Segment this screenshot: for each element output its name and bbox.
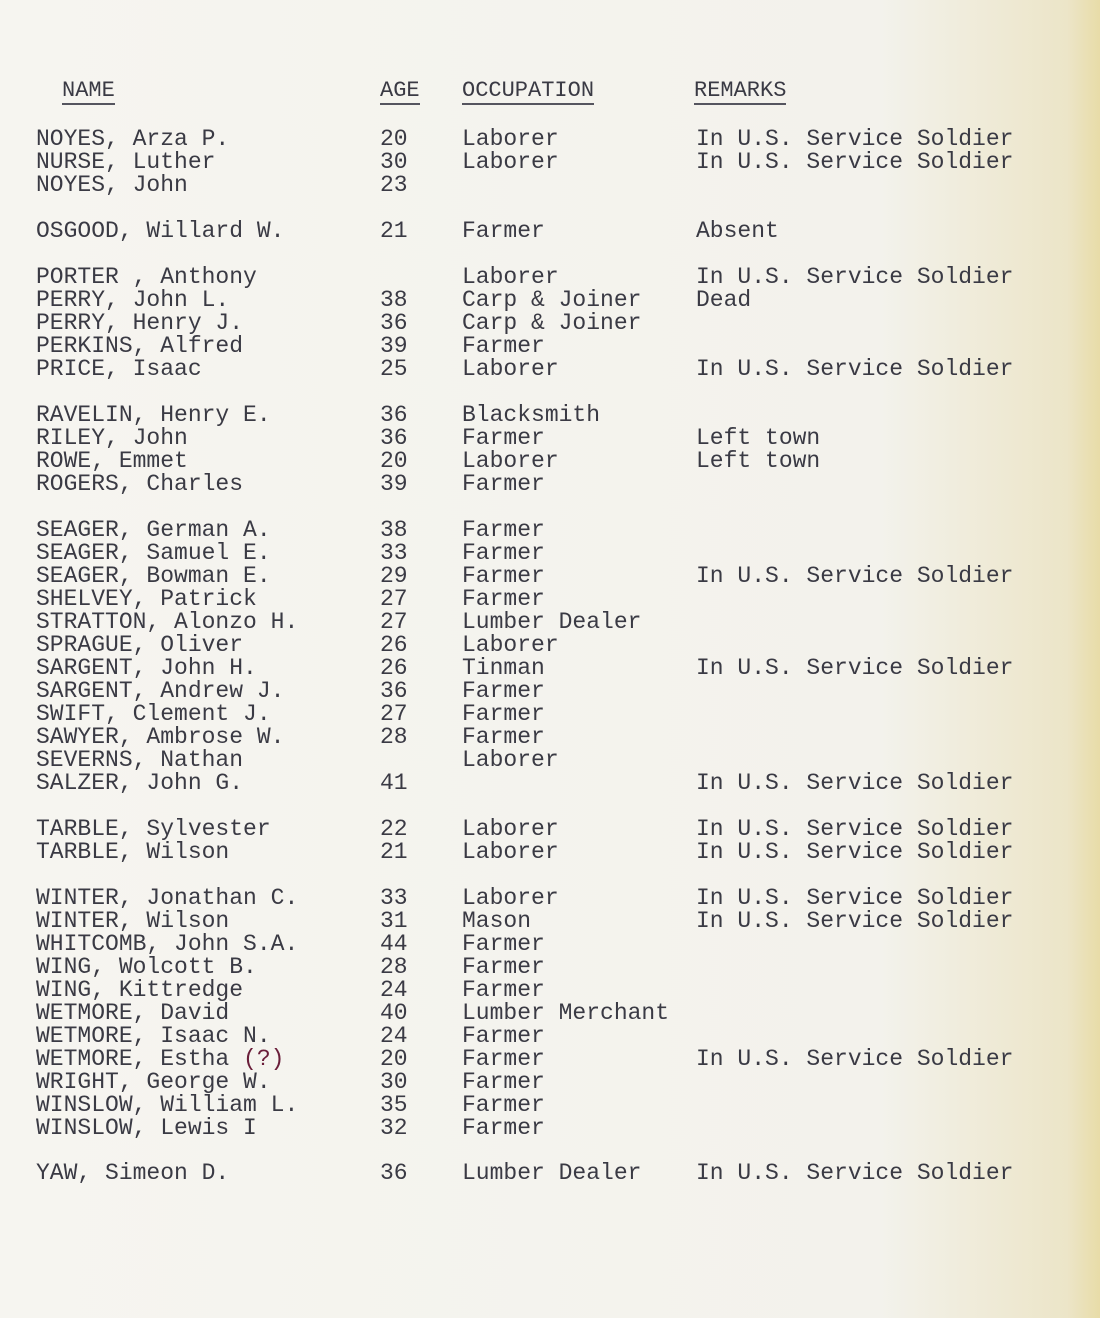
- row-occupation: Laborer: [462, 264, 559, 290]
- table-row: [0, 565, 1100, 588]
- table-row: [0, 128, 1100, 151]
- row-name: SEAGER, Samuel E.: [36, 540, 271, 566]
- table-row: [0, 1025, 1100, 1048]
- row-name: YAW, Simeon D.: [36, 1160, 230, 1186]
- row-name: NURSE, Luther: [36, 149, 216, 175]
- row-name: SEAGER, Bowman E.: [36, 563, 271, 589]
- row-occupation: Farmer: [462, 1069, 545, 1095]
- row-name-cell: [36, 1048, 284, 1071]
- row-remarks: In U.S. Service Soldier: [696, 264, 1014, 290]
- row-age: 28: [380, 954, 408, 980]
- row-name: SALZER, John G.: [36, 770, 244, 796]
- row-name: SAWYER, Ambrose W.: [36, 724, 285, 750]
- row-age: 23: [380, 172, 408, 198]
- row-age: 27: [380, 586, 408, 612]
- row-name: WETMORE, Estha: [36, 1046, 230, 1072]
- table-row: [0, 1094, 1100, 1117]
- row-occupation: Blacksmith: [462, 402, 601, 428]
- table-row: [0, 404, 1100, 427]
- row-age: 29: [380, 563, 408, 589]
- row-occupation: Farmer: [462, 678, 545, 704]
- table-row: [0, 841, 1100, 864]
- row-age: 36: [380, 678, 408, 704]
- row-occupation: Laborer: [462, 448, 559, 474]
- row-age: 20: [380, 1046, 408, 1072]
- row-remarks: In U.S. Service Soldier: [696, 126, 1014, 152]
- row-age: 21: [380, 839, 408, 865]
- row-age: 35: [380, 1092, 408, 1118]
- row-age: 27: [380, 701, 408, 727]
- row-occupation: Farmer: [462, 1092, 545, 1118]
- row-age: 39: [380, 471, 408, 497]
- row-occupation: Farmer: [462, 724, 545, 750]
- row-name: SARGENT, Andrew J.: [36, 678, 285, 704]
- row-name: ROGERS, Charles: [36, 471, 244, 497]
- table-row: [0, 542, 1100, 565]
- row-age: 21: [380, 218, 408, 244]
- row-age: 20: [380, 448, 408, 474]
- table-row: [0, 887, 1100, 910]
- row-age: 36: [380, 402, 408, 428]
- row-remarks: In U.S. Service Soldier: [696, 655, 1014, 681]
- table-row: [0, 910, 1100, 933]
- row-remarks: In U.S. Service Soldier: [696, 563, 1014, 589]
- row-remarks: Absent: [696, 218, 779, 244]
- row-age: 36: [380, 1160, 408, 1186]
- row-remarks: In U.S. Service Soldier: [696, 1160, 1014, 1186]
- row-age: 31: [380, 908, 408, 934]
- row-remarks: In U.S. Service Soldier: [696, 356, 1014, 382]
- row-name: NOYES, Arza P.: [36, 126, 230, 152]
- table-row: [0, 151, 1100, 174]
- row-age: 44: [380, 931, 408, 957]
- table-row: [0, 1002, 1100, 1025]
- row-occupation: Farmer: [462, 540, 545, 566]
- row-name: PERRY, Henry J.: [36, 310, 244, 336]
- row-age: 26: [380, 632, 408, 658]
- row-name: SHELVEY, Patrick: [36, 586, 257, 612]
- row-occupation: Farmer: [462, 333, 545, 359]
- row-name: OSGOOD, Willard W.: [36, 218, 285, 244]
- row-name: PERKINS, Alfred: [36, 333, 244, 359]
- row-age: 33: [380, 885, 408, 911]
- row-occupation: Laborer: [462, 885, 559, 911]
- row-occupation: Lumber Merchant: [462, 1000, 670, 1026]
- table-row: [0, 611, 1100, 634]
- row-occupation: Lumber Dealer: [462, 609, 642, 635]
- row-name: WRIGHT, George W.: [36, 1069, 271, 1095]
- row-name: SARGENT, John H.: [36, 655, 257, 681]
- table-row: [0, 1117, 1100, 1140]
- header-remarks: REMARKS: [694, 78, 787, 103]
- row-occupation: Tinman: [462, 655, 545, 681]
- row-age: 27: [380, 609, 408, 635]
- table-row: [0, 289, 1100, 312]
- table-row: [0, 680, 1100, 703]
- row-name: WINTER, Jonathan C.: [36, 885, 299, 911]
- row-occupation: Laborer: [462, 356, 559, 382]
- table-row: [0, 772, 1100, 795]
- row-occupation: Carp & Joiner: [462, 287, 642, 313]
- table-row: [0, 657, 1100, 680]
- row-age: 28: [380, 724, 408, 750]
- row-occupation: Farmer: [462, 563, 545, 589]
- row-remarks: In U.S. Service Soldier: [696, 149, 1014, 175]
- row-remarks: In U.S. Service Soldier: [696, 816, 1014, 842]
- row-remarks: Left town: [696, 425, 821, 451]
- row-occupation: Farmer: [462, 954, 545, 980]
- row-name: WINTER, Wilson: [36, 908, 230, 934]
- row-occupation: Farmer: [462, 218, 545, 244]
- header-name: NAME: [62, 78, 115, 103]
- table-row: [0, 427, 1100, 450]
- table-row: [0, 588, 1100, 611]
- row-note: (?): [243, 1046, 285, 1072]
- row-occupation: Mason: [462, 908, 532, 934]
- row-occupation: Laborer: [462, 839, 559, 865]
- row-remarks: In U.S. Service Soldier: [696, 885, 1014, 911]
- header-age: AGE: [380, 78, 420, 103]
- row-occupation: Farmer: [462, 931, 545, 957]
- table-row: [0, 519, 1100, 542]
- row-name: WHITCOMB, John S.A.: [36, 931, 299, 957]
- row-occupation: Farmer: [462, 1115, 545, 1141]
- row-age: 24: [380, 1023, 408, 1049]
- row-age: 30: [380, 149, 408, 175]
- row-age: 38: [380, 287, 408, 313]
- row-age: 39: [380, 333, 408, 359]
- table-row: [0, 726, 1100, 749]
- row-age: 24: [380, 977, 408, 1003]
- row-name: SEAGER, German A.: [36, 517, 271, 543]
- row-name: PORTER , Anthony: [36, 264, 257, 290]
- table-row: [0, 220, 1100, 243]
- row-age: 38: [380, 517, 408, 543]
- row-occupation: Farmer: [462, 471, 545, 497]
- row-name: WETMORE, Isaac N.: [36, 1023, 271, 1049]
- table-row: [0, 1048, 1100, 1071]
- table-row: [0, 956, 1100, 979]
- row-occupation: Laborer: [462, 126, 559, 152]
- row-age: 40: [380, 1000, 408, 1026]
- table-row: [0, 174, 1100, 197]
- row-name: WETMORE, David: [36, 1000, 230, 1026]
- row-occupation: Farmer: [462, 586, 545, 612]
- row-age: 41: [380, 770, 408, 796]
- row-name: RAVELIN, Henry E.: [36, 402, 271, 428]
- row-age: 36: [380, 310, 408, 336]
- row-name: WING, Wolcott B.: [36, 954, 257, 980]
- row-name: WINSLOW, William L.: [36, 1092, 299, 1118]
- row-remarks: Dead: [696, 287, 752, 313]
- table-row: [0, 634, 1100, 657]
- row-occupation: Laborer: [462, 632, 559, 658]
- table-row: [0, 450, 1100, 473]
- table-row: [0, 335, 1100, 358]
- table-row: [0, 266, 1100, 289]
- row-age: 22: [380, 816, 408, 842]
- row-name: PERRY, John L.: [36, 287, 230, 313]
- row-occupation: Farmer: [462, 425, 545, 451]
- table-row: [0, 1162, 1100, 1185]
- table-row: [0, 312, 1100, 335]
- row-name: RILEY, John: [36, 425, 188, 451]
- row-age: 30: [380, 1069, 408, 1095]
- table-row: [0, 749, 1100, 772]
- table-row: [0, 1071, 1100, 1094]
- row-remarks: In U.S. Service Soldier: [696, 839, 1014, 865]
- row-age: 25: [380, 356, 408, 382]
- row-occupation: Laborer: [462, 149, 559, 175]
- row-occupation: Lumber Dealer: [462, 1160, 642, 1186]
- table-row: [0, 358, 1100, 381]
- row-occupation: Farmer: [462, 977, 545, 1003]
- row-name: TARBLE, Wilson: [36, 839, 230, 865]
- row-age: 33: [380, 540, 408, 566]
- row-age: 26: [380, 655, 408, 681]
- row-remarks: In U.S. Service Soldier: [696, 908, 1014, 934]
- table-row: [0, 933, 1100, 956]
- row-name: NOYES, John: [36, 172, 188, 198]
- row-occupation: Farmer: [462, 517, 545, 543]
- row-name: SEVERNS, Nathan: [36, 747, 244, 773]
- row-name: ROWE, Emmet: [36, 448, 188, 474]
- row-remarks: Left town: [696, 448, 821, 474]
- table-row: [0, 979, 1100, 1002]
- row-occupation: Laborer: [462, 816, 559, 842]
- row-name: WINSLOW, Lewis I: [36, 1115, 257, 1141]
- row-occupation: Farmer: [462, 1046, 545, 1072]
- row-remarks: In U.S. Service Soldier: [696, 1046, 1014, 1072]
- row-name: WING, Kittredge: [36, 977, 244, 1003]
- row-age: 32: [380, 1115, 408, 1141]
- table-row: [0, 473, 1100, 496]
- row-name: STRATTON, Alonzo H.: [36, 609, 299, 635]
- row-occupation: Carp & Joiner: [462, 310, 642, 336]
- row-name: SWIFT, Clement J.: [36, 701, 271, 727]
- row-name: SPRAGUE, Oliver: [36, 632, 244, 658]
- row-occupation: Farmer: [462, 1023, 545, 1049]
- row-age: 36: [380, 425, 408, 451]
- header-occupation: OCCUPATION: [462, 78, 595, 103]
- table-row: [0, 818, 1100, 841]
- row-age: 20: [380, 126, 408, 152]
- row-occupation: Farmer: [462, 701, 545, 727]
- row-name: TARBLE, Sylvester: [36, 816, 271, 842]
- table-row: [0, 703, 1100, 726]
- row-occupation: Laborer: [462, 747, 559, 773]
- row-name: PRICE, Isaac: [36, 356, 202, 382]
- row-remarks: In U.S. Service Soldier: [696, 770, 1014, 796]
